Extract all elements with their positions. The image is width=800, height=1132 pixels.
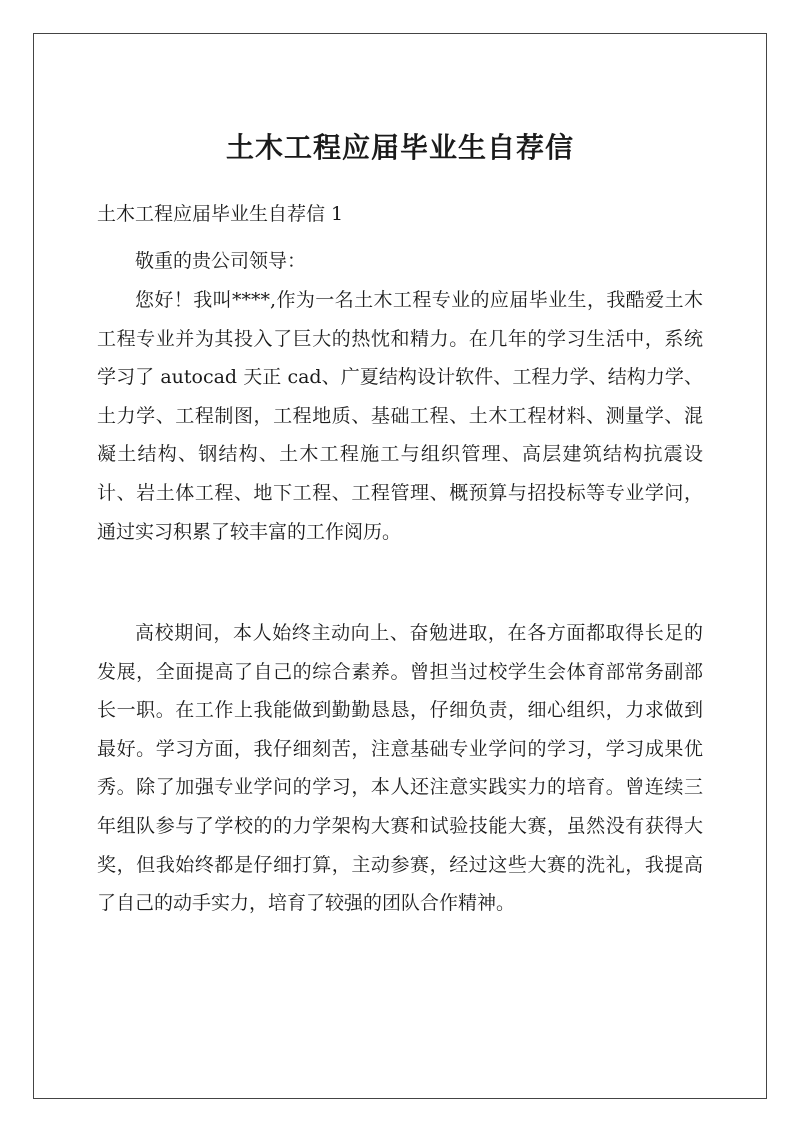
salutation: 敬重的贵公司领导：	[135, 250, 307, 272]
document-title: 土木工程应届毕业生自荐信	[225, 131, 574, 164]
paragraph-2: 高校期间，本人始终主动向上、奋勉进取，在各方面都取得长足的发展，全面提高了自己的综合素养。曾担当过校学生会体育部常务副部长一职。在工作上我能做到勤勤恳恳，仔细负责，细心组织，力求做到最好。学习方面，我仔细刻苦，注意基础专业学问的学习，学习成果优秀。除了加强专业学问的学习，本人还注意实践实力的培育。曾连续三年组队参与了学校的的力学架构大赛和试验技能大赛，虽然没有获得大奖，但我始终都是仔细打算，主动参赛，经过这些大赛的洗礼，我提高了自己的动手实力，培育了较强的团队合作精神。	[97, 622, 703, 915]
page-border	[33, 33, 767, 1099]
document-subtitle: 土木工程应届毕业生自荐信 1	[97, 203, 344, 225]
paragraph-1: 您好！我叫****,作为一名土木工程专业的应届毕业生，我酷爱土木工程专业并为其投入了巨大的热忱和精力。在几年的学习生活中，系统学习了 autocad 天正 cad、广夏结构设计软件、工程力学、结构力学、土力学、工程制图，工程地质、基础工程、土木工程材料、测量学、混凝土结构、钢结构、土木工程施工与组织管理、高层建筑结构抗震设计、岩土体工程、地下工程、工程管理、概预算与招投标等专业学问，通过实习积累了较丰富的工作阅历。	[97, 289, 703, 543]
